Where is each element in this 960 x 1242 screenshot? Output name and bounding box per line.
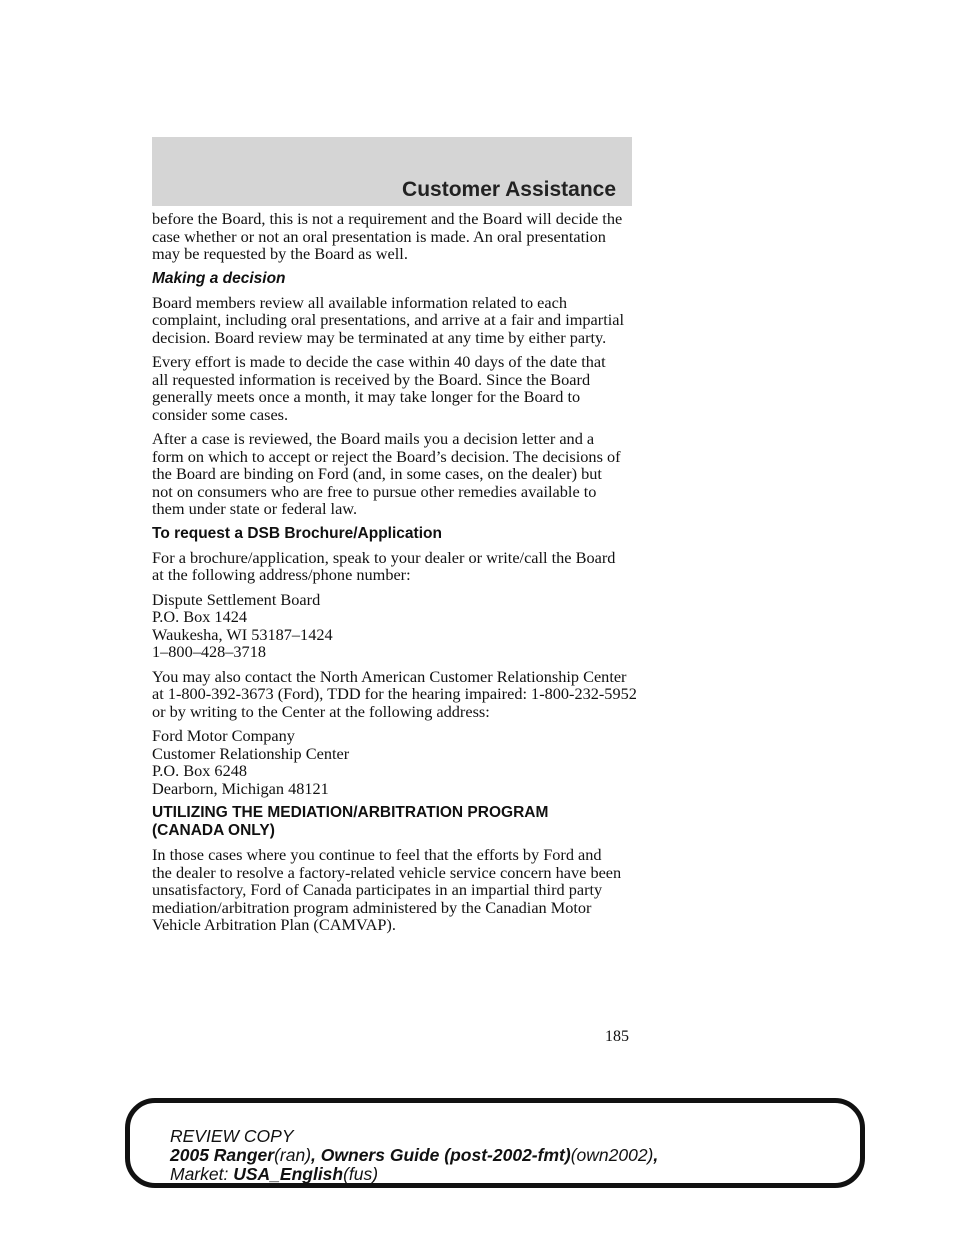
paragraph: In those cases where you continue to feel that the efforts by Ford and the dealer to resolve a factory-related vehicle service concern have been unsatisfactory, Ford of Canada participates in an impartial third party mediation/arbitration program administered by the Canadian Motor Vehicle Arbitration Plan (CAMVAP). — [152, 845, 622, 934]
section-header-band — [152, 137, 632, 206]
review-copy-box — [125, 1098, 865, 1188]
paragraph: You may also contact the North American Customer Relationship Center at 1-800-392-3673 (Ford), TDD for the hearing impaired: 1-800-232-5952 or by writing to the Center at the following address: — [152, 666, 637, 721]
paragraph: Board members review all available information related to each complaint, including oral presentations, and arrive at a fair and impartial decision. Board review may be terminated at any time by either party. — [152, 292, 624, 347]
paragraph: Ford Motor Company Customer Relationship Center P.O. Box 6248 Dearborn, Michigan 48121 — [152, 726, 350, 798]
page-number: 185 — [605, 1028, 629, 1045]
paragraph: For a brochure/application, speak to your dealer or write/call the Board at the following address/phone number: — [152, 547, 616, 584]
section-heading: To request a DSB Brochure/Application — [152, 524, 442, 542]
guide-name: Owners Guide (post-2002-fmt) — [320, 1145, 571, 1165]
document-info-line — [170, 1146, 658, 1165]
body-content — [152, 210, 642, 941]
market-name: USA_English — [233, 1164, 344, 1184]
model-name: 2005 Ranger — [170, 1145, 275, 1165]
model-code: (ran) — [274, 1145, 312, 1165]
paragraph: Dispute Settlement Board P.O. Box 1424 Waukesha, WI 53187–1424 1–800–428–3718 — [152, 589, 333, 661]
guide-code: (own2002) — [570, 1145, 654, 1165]
paragraph: After a case is reviewed, the Board mails you a decision letter and a form on which to accept or reject the Board’s decision. The decisions of the Board are binding on Ford (and, in some cases, on the dealer) but not on consumers who are free to pursue other remedies available to them under state or federal law. — [152, 429, 621, 518]
section-heading: Making a decision — [152, 269, 286, 287]
separator: , — [653, 1145, 659, 1165]
section-title: Customer Assistance — [402, 178, 616, 201]
market-code: (fus) — [343, 1164, 379, 1184]
paragraph: Every effort is made to decide the case within 40 days of the date that all requested information is received by the Board. Since the Board generally meets once a month, it may take longer for the Board to consider some cases. — [152, 352, 606, 424]
review-copy-label: REVIEW COPY — [170, 1126, 294, 1146]
separator: , — [311, 1145, 321, 1165]
market-label: Market: — [170, 1164, 234, 1184]
section-heading: UTILIZING THE MEDIATION/ARBITRATION PROGRAM (CANADA ONLY) — [152, 804, 549, 839]
paragraph: before the Board, this is not a requirement and the Board will decide the case whether or not an oral presentation is made. An oral presentation may be requested by the Board as well. — [152, 209, 623, 263]
review-copy-text — [170, 1127, 658, 1184]
market-line — [170, 1165, 658, 1184]
